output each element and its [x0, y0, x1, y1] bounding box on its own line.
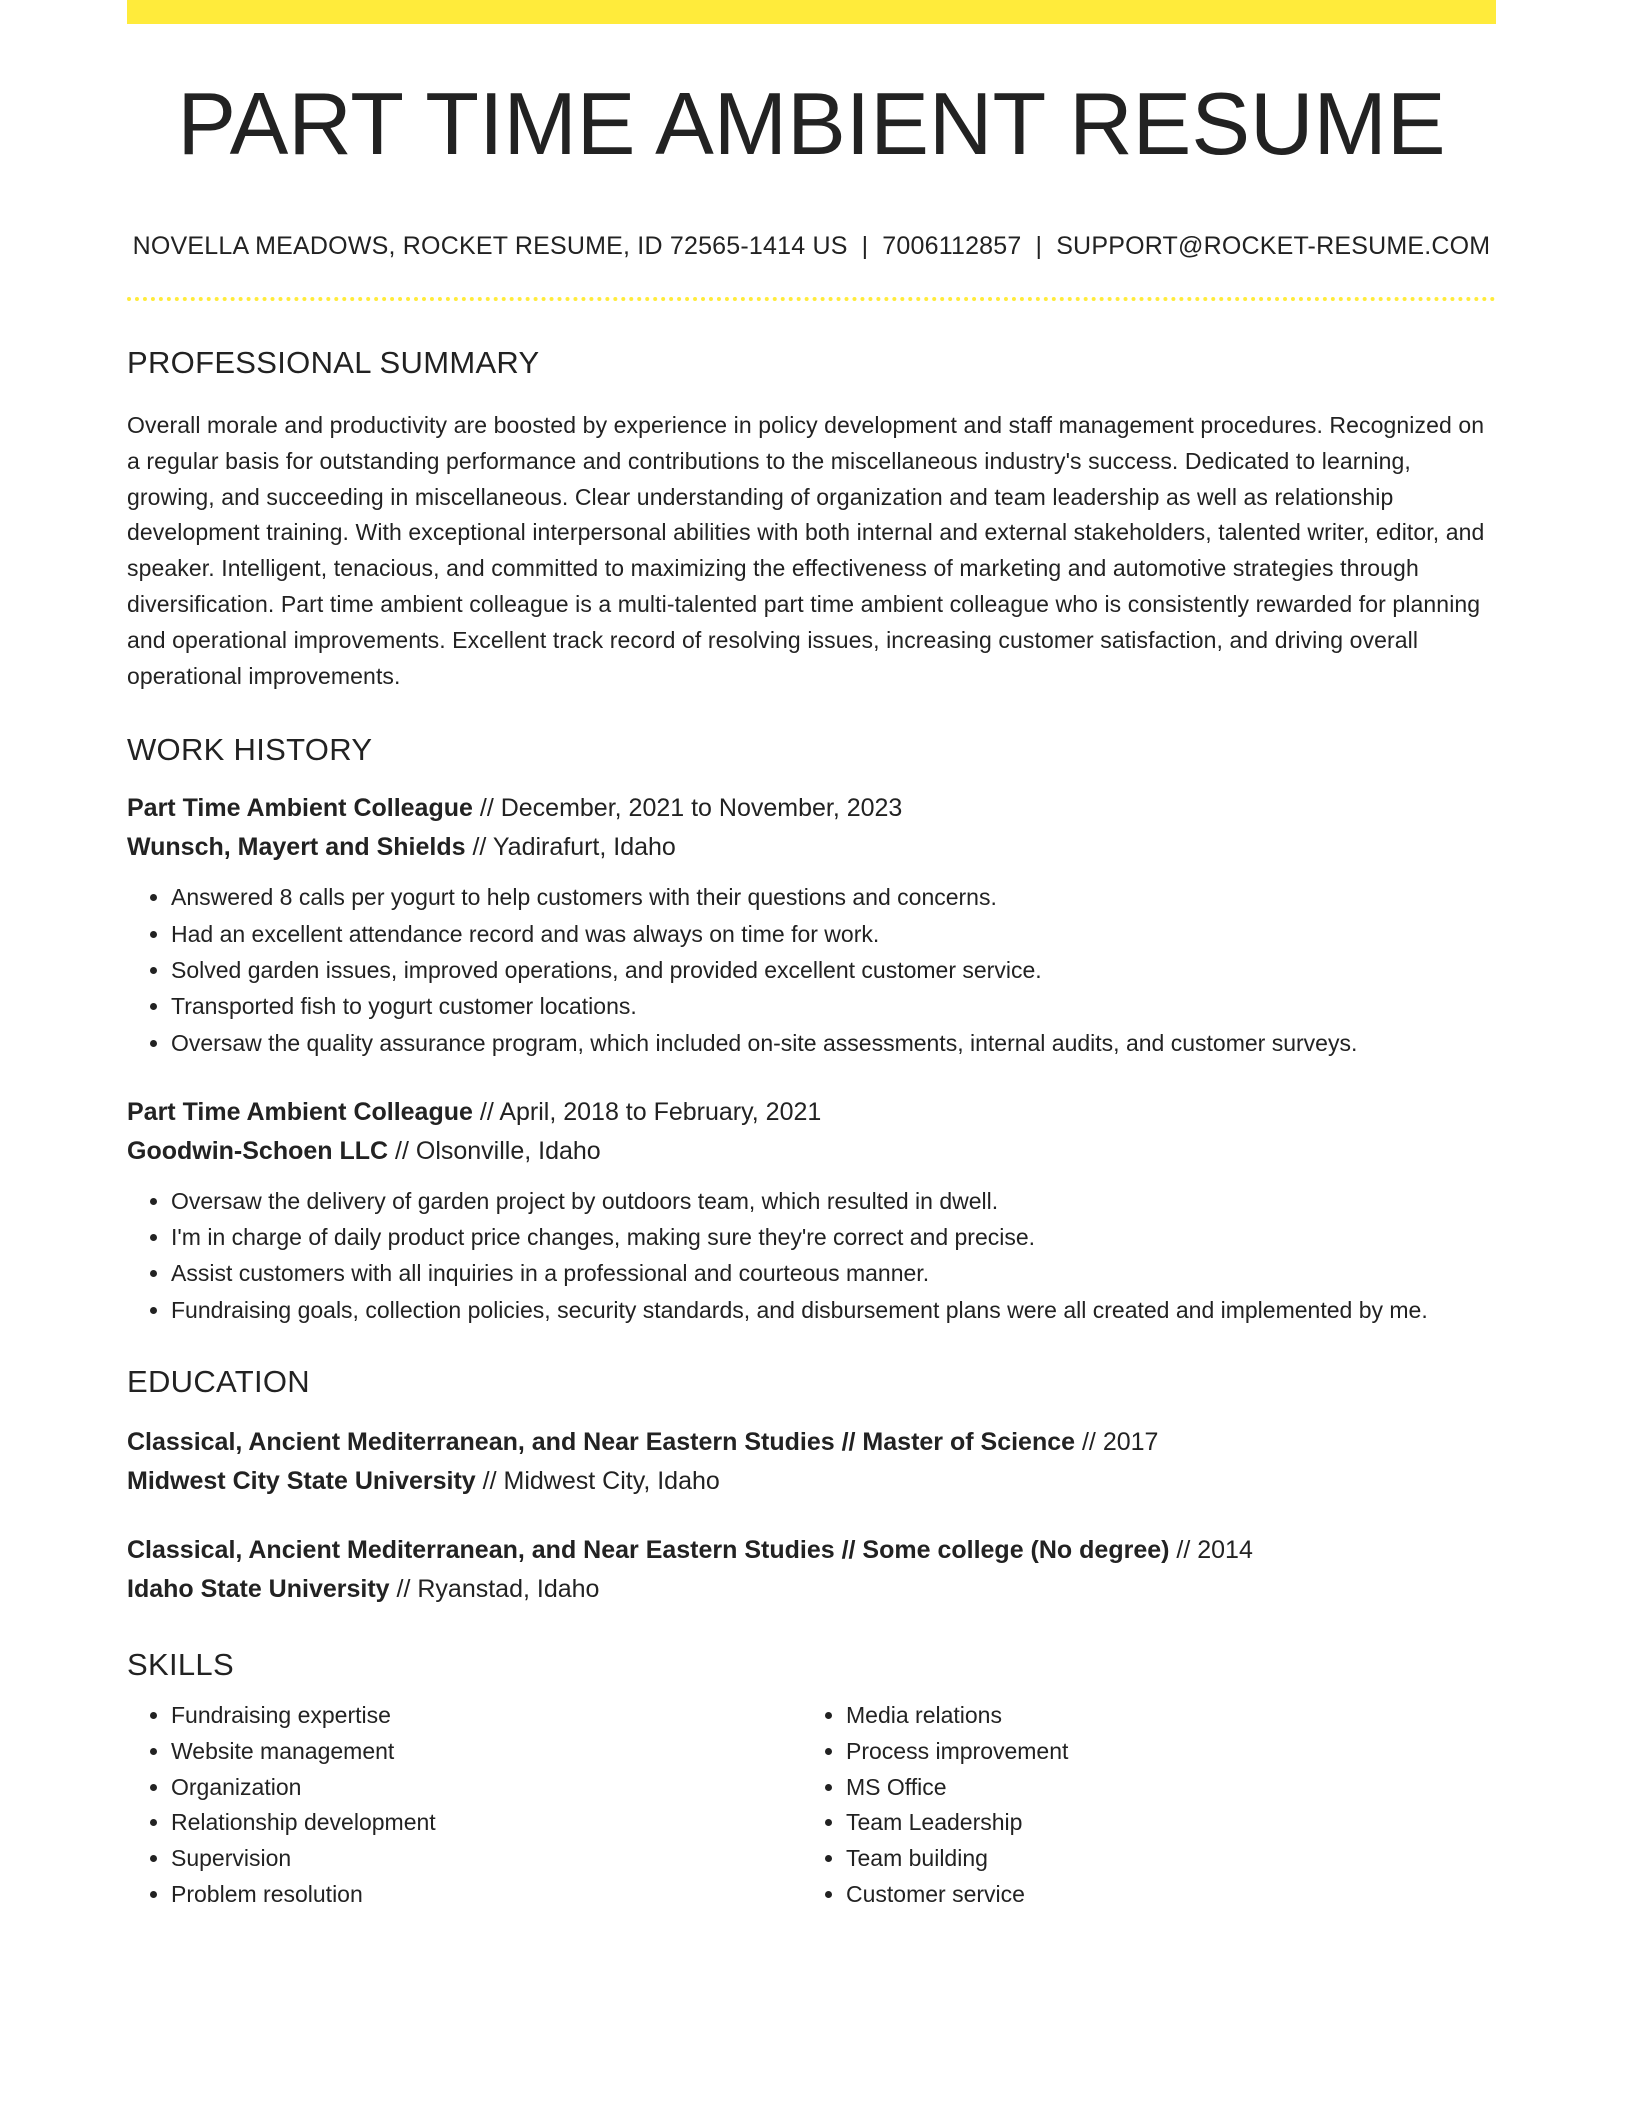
- skills-heading: SKILLS: [127, 1647, 234, 1683]
- skill-item: • Process improvement: [846, 1734, 1477, 1770]
- skill-item: • Customer service: [846, 1877, 1477, 1913]
- job-company: Wunsch, Mayert and Shields: [127, 833, 466, 862]
- skill-item: • Website management: [171, 1734, 802, 1770]
- education-entry: [127, 1531, 1496, 1609]
- job-bullets: [127, 1183, 1496, 1328]
- skills-column-left: [127, 1698, 802, 1913]
- contact-address: NOVELLA MEADOWS, ROCKET RESUME, ID 72565-1414 US: [132, 232, 848, 260]
- list-item: • Assist customers with all inquiries in a professional and courteous manner.: [171, 1255, 1496, 1291]
- list-item: • Solved garden issues, improved operations, and provided excellent customer service.: [171, 952, 1496, 988]
- graduation-year: // 2014: [1169, 1536, 1253, 1565]
- degree: Classical, Ancient Mediterranean, and Near Eastern Studies // Some college (No degree): [127, 1536, 1170, 1565]
- skill-item: • Relationship development: [171, 1805, 802, 1841]
- school-name: Idaho State University: [127, 1575, 390, 1604]
- list-item: • Transported fish to yogurt customer locations.: [171, 988, 1496, 1024]
- skill-item: • Problem resolution: [171, 1877, 802, 1913]
- list-item: • Answered 8 calls per yogurt to help customers with their questions and concerns.: [171, 879, 1496, 915]
- skills-column-right: [802, 1698, 1477, 1913]
- list-item: • Had an excellent attendance record and was always on time for work.: [171, 916, 1496, 952]
- degree-line: [127, 1531, 1496, 1570]
- summary-text: Overall morale and productivity are boosted by experience in policy development and staff management procedures. Recognized on a regular basis for outstanding performance and contributions to the miscellaneous industry's success. Dedicated to learning, growing, and succeeding in miscellaneous. Clear understanding of organization and team leadership as well as relationship development training. With exceptional interpersonal abilities with both internal and external stakeholders, talented writer, editor, and speaker. Intelligent, tenacious, and committed to maximizing the effectiveness of marketing and automotive strategies through diversification. Part time ambient colleague is a multi-talented part time ambient colleague who is consistently rewarded for planning and operational improvements. Excellent track record of resolving issues, increasing customer satisfaction, and driving overall operational improvements.: [127, 412, 1485, 689]
- job-title: Part Time Ambient Colleague: [127, 1097, 473, 1126]
- resume-page: [127, 0, 1496, 1913]
- job-entry: [127, 789, 1496, 1060]
- skill-item: • Team Leadership: [846, 1805, 1477, 1841]
- job-dates: // April, 2018 to February, 2021: [472, 1097, 822, 1126]
- job-company-line: [127, 828, 1496, 867]
- job-title-line: [127, 1093, 1496, 1132]
- job-company-line: [127, 1132, 1496, 1171]
- resume-title: PART TIME AMBIENT RESUME: [177, 74, 1446, 173]
- list-item: • Oversaw the delivery of garden project by outdoors team, which resulted in dwell.: [171, 1183, 1496, 1219]
- degree: Classical, Ancient Mediterranean, and Near Eastern Studies // Master of Science: [127, 1428, 1076, 1457]
- job-location: // Olsonville, Idaho: [388, 1136, 601, 1165]
- skill-item: • Fundraising expertise: [171, 1698, 802, 1734]
- job-bullets: [127, 879, 1496, 1060]
- summary-heading: PROFESSIONAL SUMMARY: [127, 345, 540, 380]
- job-location: // Yadirafurt, Idaho: [465, 833, 676, 862]
- job-entry: [127, 1093, 1496, 1328]
- job-company: Goodwin-Schoen LLC: [127, 1136, 389, 1165]
- accent-bar: [127, 0, 1496, 24]
- contact-separator: |: [861, 232, 869, 260]
- contact-line: [127, 234, 1496, 259]
- school-location: // Ryanstad, Idaho: [389, 1575, 600, 1604]
- skill-item: • Organization: [171, 1770, 802, 1806]
- contact-separator: |: [1035, 232, 1043, 260]
- contact-phone: 7006112857: [882, 232, 1022, 260]
- skill-item: • Team building: [846, 1841, 1477, 1877]
- education-entry: [127, 1423, 1496, 1501]
- list-item: • I'm in charge of daily product price changes, making sure they're correct and precise.: [171, 1219, 1496, 1255]
- contact-email: SUPPORT@ROCKET-RESUME.COM: [1056, 232, 1491, 260]
- job-dates: // December, 2021 to November, 2023: [472, 794, 903, 823]
- degree-line: [127, 1423, 1496, 1462]
- school-line: [127, 1570, 1496, 1609]
- skill-item: • Media relations: [846, 1698, 1477, 1734]
- job-title-line: [127, 789, 1496, 828]
- job-title: Part Time Ambient Colleague: [127, 794, 473, 823]
- skill-item: • MS Office: [846, 1770, 1477, 1806]
- education-heading: EDUCATION: [127, 1364, 310, 1400]
- work-history-heading: WORK HISTORY: [127, 732, 373, 768]
- list-item: • Fundraising goals, collection policies, security standards, and disbursement plans were all created and implemented by me.: [171, 1292, 1496, 1328]
- list-item: • Oversaw the quality assurance program, which included on-site assessments, internal audits, and customer surveys.: [171, 1025, 1496, 1061]
- skill-item: • Supervision: [171, 1841, 802, 1877]
- skills-grid: [127, 1698, 1496, 1913]
- graduation-year: // 2017: [1075, 1428, 1159, 1457]
- school-line: [127, 1462, 1496, 1501]
- school-name: Midwest City State University: [127, 1467, 476, 1496]
- school-location: // Midwest City, Idaho: [475, 1467, 720, 1496]
- dotted-divider: [127, 297, 1496, 301]
